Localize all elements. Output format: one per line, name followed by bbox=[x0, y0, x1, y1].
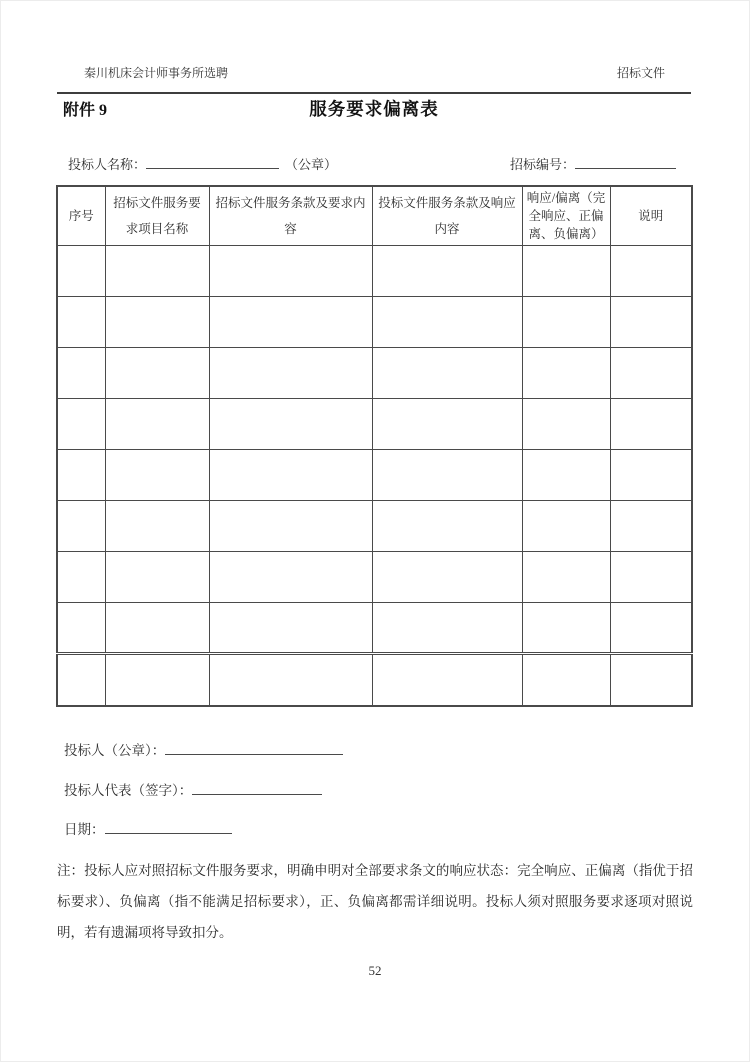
bidder-name-blank bbox=[146, 155, 279, 169]
table-row bbox=[57, 552, 692, 603]
deviation-table-header bbox=[57, 186, 692, 246]
table-row bbox=[57, 603, 692, 654]
table-row bbox=[57, 246, 692, 297]
table-cell bbox=[105, 348, 209, 399]
column-header-seq: 序号 bbox=[57, 186, 105, 246]
table-cell bbox=[57, 501, 105, 552]
table-cell bbox=[209, 246, 372, 297]
table-cell bbox=[209, 399, 372, 450]
date-label: 日期： bbox=[64, 822, 105, 837]
bidder-name-label: 投标人名称： bbox=[68, 157, 147, 172]
table-cell bbox=[522, 297, 610, 348]
table-cell bbox=[522, 348, 610, 399]
table-cell bbox=[610, 654, 692, 706]
table-cell bbox=[105, 501, 209, 552]
table-cell bbox=[209, 603, 372, 654]
table-row bbox=[57, 654, 692, 706]
date-blank bbox=[105, 820, 232, 834]
bidder-seal-blank bbox=[165, 741, 343, 755]
table-cell bbox=[57, 399, 105, 450]
table-row bbox=[57, 297, 692, 348]
table-cell bbox=[610, 603, 692, 654]
bidder-name-group bbox=[68, 154, 337, 173]
table-cell bbox=[372, 399, 522, 450]
table-cell bbox=[372, 348, 522, 399]
table-cell bbox=[372, 654, 522, 706]
header-left-text: 秦川机床会计师事务所选聘 bbox=[84, 66, 229, 80]
table-cell bbox=[522, 399, 610, 450]
page-number: 52 bbox=[368, 963, 382, 978]
table-cell bbox=[105, 399, 209, 450]
tender-number-blank bbox=[575, 155, 676, 169]
seal-label: （公章） bbox=[285, 157, 338, 172]
table-cell bbox=[610, 246, 692, 297]
representative-blank bbox=[192, 781, 322, 795]
table-cell bbox=[105, 603, 209, 654]
table-cell bbox=[209, 501, 372, 552]
table-cell bbox=[105, 297, 209, 348]
signature-date-line bbox=[64, 818, 232, 838]
column-header-item-name: 招标文件服务要求项目名称 bbox=[105, 186, 209, 246]
table-cell bbox=[372, 501, 522, 552]
bidder-seal-label: 投标人（公章）： bbox=[64, 743, 166, 758]
table-cell bbox=[57, 603, 105, 654]
table-cell bbox=[105, 246, 209, 297]
table-row bbox=[57, 399, 692, 450]
table-cell bbox=[57, 348, 105, 399]
signature-bidder-seal-line bbox=[64, 739, 343, 759]
deviation-table bbox=[56, 185, 693, 707]
tender-number-group bbox=[510, 154, 676, 173]
signature-representative-line bbox=[64, 779, 322, 799]
bidder-info-line bbox=[57, 154, 691, 173]
table-cell bbox=[372, 246, 522, 297]
deviation-table-body bbox=[57, 246, 692, 706]
table-cell bbox=[57, 450, 105, 501]
header-right-text: 招标文件 bbox=[616, 66, 665, 80]
attachment-label: 附件 9 bbox=[63, 102, 108, 119]
table-cell bbox=[610, 450, 692, 501]
column-header-deviation: 响应/偏离（完全响应、正偏离、负偏离） bbox=[522, 186, 610, 246]
table-cell bbox=[610, 297, 692, 348]
table-cell bbox=[57, 297, 105, 348]
representative-label: 投标人代表（签字）： bbox=[64, 783, 193, 798]
column-header-tender-terms: 招标文件服务条款及要求内容 bbox=[209, 186, 372, 246]
table-cell bbox=[610, 399, 692, 450]
table-cell bbox=[209, 552, 372, 603]
note-text: 注：投标人应对照招标文件服务要求，明确申明对全部要求条文的响应状态：完全响应、正偏离（指优于招标要求）、负偏离（指不能满足招标要求），正、负偏离都需详细说明。投标人须对照服务要求逐项对照说明，若有遗漏项将导致扣分。 bbox=[57, 863, 693, 940]
table-cell bbox=[209, 450, 372, 501]
table-cell bbox=[209, 297, 372, 348]
table-cell bbox=[522, 501, 610, 552]
page-title: 服务要求偏离表 bbox=[309, 99, 439, 119]
table-cell bbox=[209, 654, 372, 706]
table-cell bbox=[209, 348, 372, 399]
table-cell bbox=[57, 552, 105, 603]
table-row bbox=[57, 348, 692, 399]
table-cell bbox=[522, 654, 610, 706]
table-cell bbox=[372, 297, 522, 348]
tender-number-label: 招标编号： bbox=[509, 157, 575, 172]
table-cell bbox=[372, 603, 522, 654]
table-cell bbox=[610, 348, 692, 399]
running-header bbox=[57, 64, 691, 94]
table-cell bbox=[522, 552, 610, 603]
title-row bbox=[57, 96, 691, 122]
table-cell bbox=[372, 552, 522, 603]
table-cell bbox=[105, 552, 209, 603]
table-cell bbox=[610, 552, 692, 603]
table-cell bbox=[522, 246, 610, 297]
table-cell bbox=[105, 654, 209, 706]
column-header-remarks: 说明 bbox=[610, 186, 692, 246]
table-cell bbox=[57, 246, 105, 297]
header-row bbox=[57, 186, 692, 246]
table-cell bbox=[372, 450, 522, 501]
table-cell bbox=[522, 603, 610, 654]
table-cell bbox=[105, 450, 209, 501]
column-header-bid-response: 投标文件服务条款及响应内容 bbox=[372, 186, 522, 246]
table-cell bbox=[522, 450, 610, 501]
table-cell bbox=[57, 654, 105, 706]
table-row bbox=[57, 450, 692, 501]
table-cell bbox=[610, 501, 692, 552]
table-row bbox=[57, 501, 692, 552]
